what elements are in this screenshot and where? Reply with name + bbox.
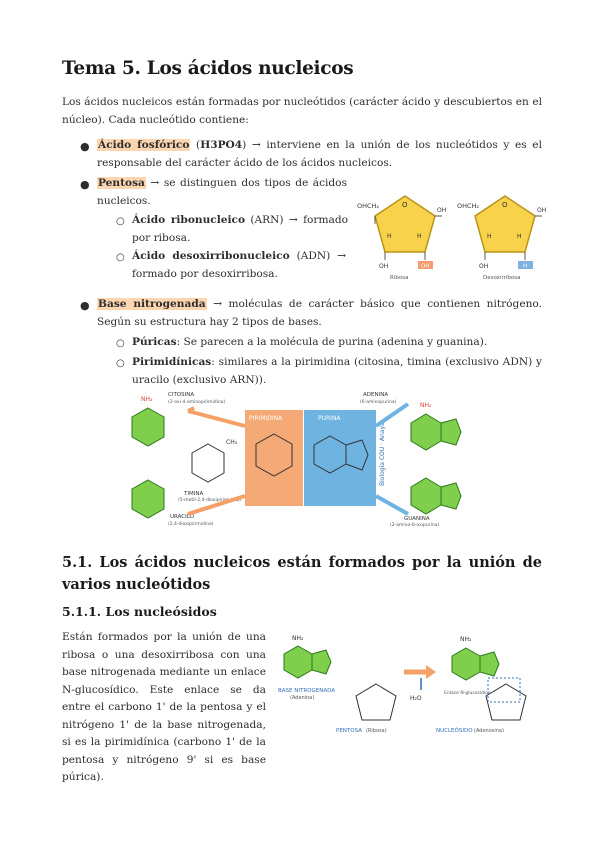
nucleoside-paragraph: [62, 629, 266, 787]
svg-text:H: H: [417, 233, 422, 240]
svg-text:OH: OH: [437, 207, 447, 214]
svg-text:ADENINA: ADENINA: [363, 392, 389, 398]
nucleoside-text: Están formados por la unión de una ribosa o una desoxirribosa con una base nitrogenada mediante un enlace N-glucosídico. Este enlace se da entre el carbono 1' de la pentosa y el nitrógeno 1' de la base nitrogenada, si es la pirimidínica (carbono 1' de la pentosa y nitrógeno 9' si es base púrica).: [62, 631, 266, 783]
svg-text:(2-amino-6-oxipurina): (2-amino-6-oxipurina): [390, 523, 440, 528]
nucleoside-figure: [276, 630, 546, 742]
svg-text:NH₂: NH₂: [141, 396, 153, 403]
svg-text:(Adenina): (Adenina): [290, 695, 315, 701]
term-arn: Ácido ribonucleico: [132, 214, 246, 226]
bullet-icon: ●: [80, 299, 90, 312]
svg-text:CH₃: CH₃: [226, 439, 238, 446]
svg-text:OH: OH: [421, 263, 430, 270]
svg-text:H₂O: H₂O: [410, 695, 422, 702]
bullet-pentosa: [97, 175, 347, 210]
svg-text:Ribosa: Ribosa: [390, 275, 409, 281]
pirimidinicas-desc: : similares a la pirimidina (citosina, timina (exclusivo ADN) y uracilo (exclusivo ARN)).: [132, 356, 542, 386]
term-puricas: Púricas: [132, 336, 177, 348]
subsection-heading: 5.1.1. Los nucleósidos: [62, 604, 217, 619]
term-adn: Ácido desoxirribonucleico: [132, 250, 290, 262]
sub-pirimidinicas: [132, 354, 542, 389]
intro-paragraph: [62, 94, 542, 129]
svg-text:CITOSINA: CITOSINA: [168, 392, 195, 398]
svg-text:NH₂: NH₂: [460, 636, 472, 643]
bullet-base-nitrogenada: [97, 296, 542, 331]
section-heading: 5.1. Los ácidos nucleicos están formados por la unión de varios nucleótidos: [62, 554, 542, 593]
deoxyribose-structure: [457, 196, 546, 281]
adn-desc: (ADN) → formado por desoxirribosa.: [132, 250, 346, 280]
svg-text:PURINA: PURINA: [318, 415, 341, 422]
svg-text:(Ribosa): (Ribosa): [366, 728, 387, 734]
svg-text:NH₂: NH₂: [292, 635, 304, 642]
circle-bullet-icon: ○: [116, 216, 125, 227]
sub-puricas: [132, 334, 542, 352]
svg-text:OH: OH: [379, 263, 389, 270]
svg-text:OH: OH: [537, 207, 547, 214]
svg-text:NUCLEÓSIDO: NUCLEÓSIDO: [436, 728, 473, 734]
svg-text:H: H: [387, 233, 392, 240]
pyrimidine-box: [245, 410, 303, 506]
bullet-icon: ●: [80, 178, 90, 191]
svg-text:GUANINA: GUANINA: [404, 516, 430, 522]
circle-bullet-icon: ○: [116, 252, 125, 263]
svg-text:BASE NITROGENADA: BASE NITROGENADA: [278, 688, 336, 694]
acido-desc: → interviene en la unión de los nucleótidos y es el responsable del carácter ácido de los ácidos nucleicos.: [97, 139, 542, 169]
arn-desc: (ARN) → formado por ribosa.: [132, 214, 348, 244]
term-pirimidinicas: Pirimidínicas: [132, 356, 212, 368]
svg-text:PENTOSA: PENTOSA: [336, 728, 362, 734]
purine-box: [304, 410, 376, 506]
svg-text:NH₂: NH₂: [420, 402, 432, 409]
formula-h3po4: H3PO4: [200, 139, 243, 151]
svg-text:Desoxirribosa: Desoxirribosa: [483, 275, 521, 281]
svg-text:URACILO: URACILO: [170, 514, 194, 520]
svg-text:OH: OH: [479, 263, 489, 270]
svg-text:OHCH₂: OHCH₂: [357, 202, 380, 210]
sub-adn: [132, 248, 346, 283]
page-title: Tema 5. Los ácidos nucleicos: [62, 58, 354, 79]
base-desc: → moléculas de carácter básico que contienen nitrógeno. Según su estructura hay 2 tipos de bases.: [97, 298, 542, 328]
svg-text:(5-metil-2,4-dioxipirimidina): (5-metil-2,4-dioxipirimidina): [178, 498, 242, 503]
svg-text:Biología COU · Anaya: Biología COU · Anaya: [379, 422, 386, 486]
svg-text:O: O: [402, 201, 408, 209]
pentose-figure: [355, 190, 555, 282]
nitrogenous-bases-figure: [108, 386, 500, 528]
svg-text:Enlace N-glucosídico: Enlace N-glucosídico: [444, 691, 491, 696]
puricas-desc: : Se parecen a la molécula de purina (adenina y guanina).: [176, 336, 488, 348]
svg-text:(Adenosina): (Adenosina): [474, 728, 504, 734]
svg-text:(6-aminopurina): (6-aminopurina): [360, 400, 397, 405]
term-acido-fosforico: Ácido fosfórico: [98, 139, 190, 151]
svg-text:PIRIMIDINA: PIRIMIDINA: [249, 415, 283, 422]
pentosa-desc: → se distinguen dos tipos de ácidos nucleicos.: [97, 177, 347, 207]
svg-text:(2-oxi-4-aminopirimidina): (2-oxi-4-aminopirimidina): [168, 400, 226, 405]
bullet-icon: ●: [80, 140, 90, 153]
sub-arn: [132, 212, 348, 247]
circle-bullet-icon: ○: [116, 358, 125, 369]
term-base-nitrogenada: Base nitrogenada: [98, 298, 206, 310]
term-pentosa: Pentosa: [98, 177, 145, 189]
intro-text: Los ácidos nucleicos están formadas por nucleótidos (carácter ácido y descubiertos en el núcleo). Cada nucleótido contiene:: [62, 96, 542, 126]
ribose-structure: [357, 196, 446, 281]
svg-text:H: H: [487, 233, 492, 240]
svg-text:H: H: [517, 233, 522, 240]
svg-text:H: H: [523, 263, 528, 270]
svg-text:O: O: [502, 201, 508, 209]
svg-text:OHCH₂: OHCH₂: [457, 202, 480, 210]
svg-text:(2,4-dioxipirimidina): (2,4-dioxipirimidina): [168, 522, 214, 527]
svg-text:TIMINA: TIMINA: [184, 491, 204, 497]
bullet-acido-fosforico: Ácido fosfórico (H3PO4) → interviene en la unión de los nucleótidos y es el responsable del carácter ácido de los ácidos nucleicos.: [97, 139, 542, 169]
circle-bullet-icon: ○: [116, 338, 125, 349]
